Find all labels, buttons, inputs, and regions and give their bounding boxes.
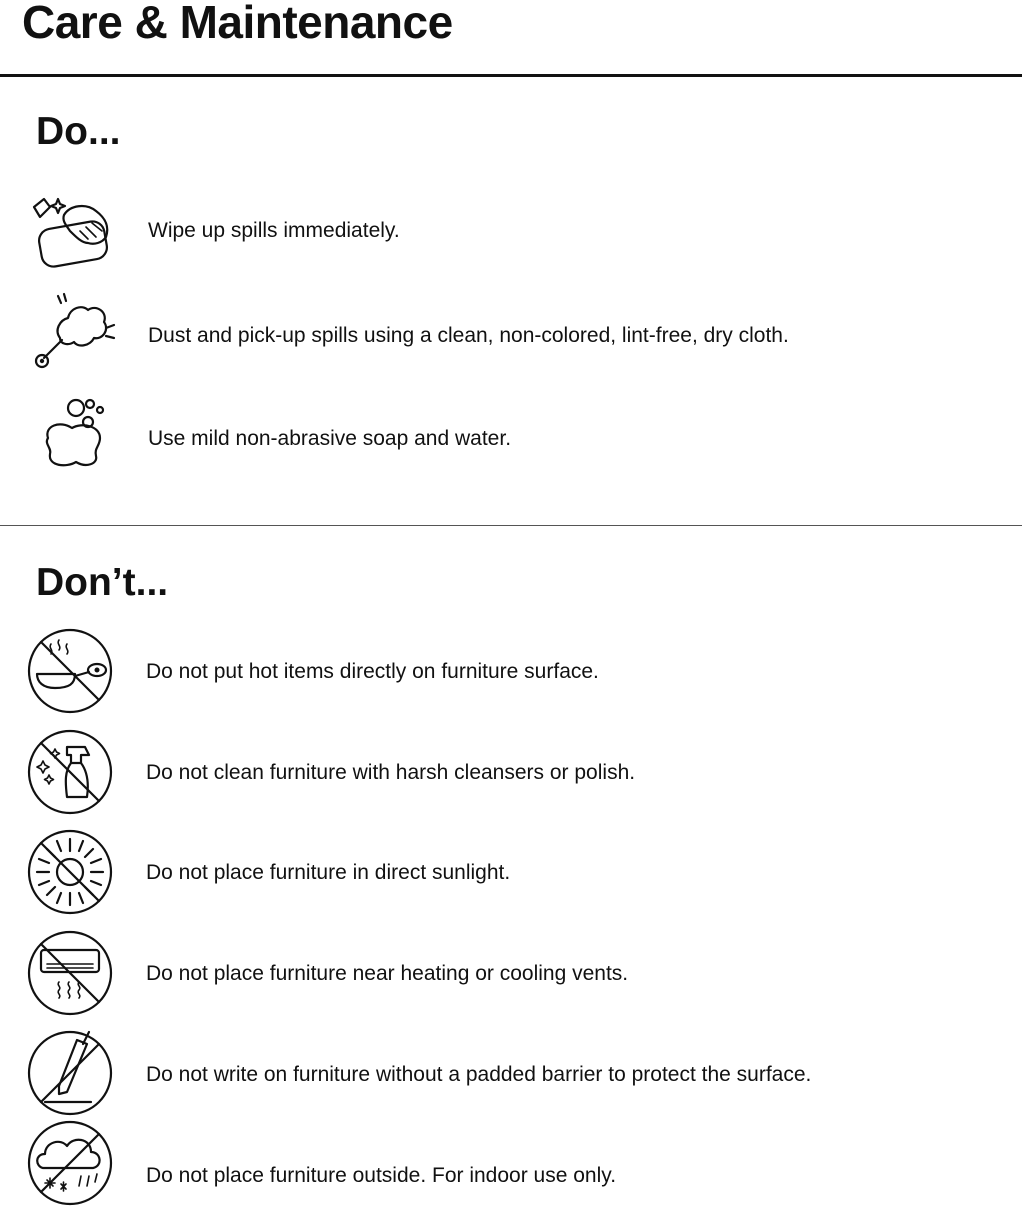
no-writing-pen-icon <box>25 1028 115 1118</box>
do-item-text: Wipe up spills immediately. <box>148 219 400 242</box>
no-heating-vent-icon <box>25 928 115 1018</box>
dont-item-outside <box>0 1118 1024 1208</box>
dont-item-text: Do not place furniture outside. For indoor use only. <box>146 1164 617 1187</box>
dont-item-text: Do not write on furniture without a padded barrier to protect the surface. <box>146 1063 812 1086</box>
dont-item-harsh-cleansers <box>0 727 1024 817</box>
dont-item-writing <box>0 1028 1024 1118</box>
do-heading: Do... <box>36 110 121 153</box>
duster-icon <box>30 290 120 380</box>
title-divider <box>0 74 1022 77</box>
soap-bubbles-icon <box>30 392 120 482</box>
dont-heading: Don’t... <box>36 561 169 604</box>
dont-item-text: Do not place furniture in direct sunlight. <box>146 861 511 884</box>
do-item-text: Dust and pick-up spills using a clean, non-colored, lint-free, dry cloth. <box>148 324 789 347</box>
wiping-hand-icon <box>30 185 120 275</box>
dont-item-text: Do not put hot items directly on furniture surface. <box>146 660 599 683</box>
no-hot-pan-icon <box>25 626 115 716</box>
do-item-text: Use mild non-abrasive soap and water. <box>148 427 512 450</box>
do-item-wipe-spills <box>0 185 1024 275</box>
dont-item-sunlight <box>0 827 1024 917</box>
dont-item-vents <box>0 928 1024 1018</box>
no-outdoor-weather-icon <box>25 1118 115 1208</box>
dont-item-hot-items <box>0 626 1024 716</box>
dont-item-text: Do not place furniture near heating or cooling vents. <box>146 962 629 985</box>
do-item-soap <box>0 392 1024 482</box>
do-item-dust <box>0 290 1024 380</box>
no-spray-cleanser-icon <box>25 727 115 817</box>
page-title: Care & Maintenance <box>22 0 453 48</box>
dont-item-text: Do not clean furniture with harsh cleansers or polish. <box>146 761 636 784</box>
section-divider <box>0 525 1022 526</box>
no-sunlight-icon <box>25 827 115 917</box>
